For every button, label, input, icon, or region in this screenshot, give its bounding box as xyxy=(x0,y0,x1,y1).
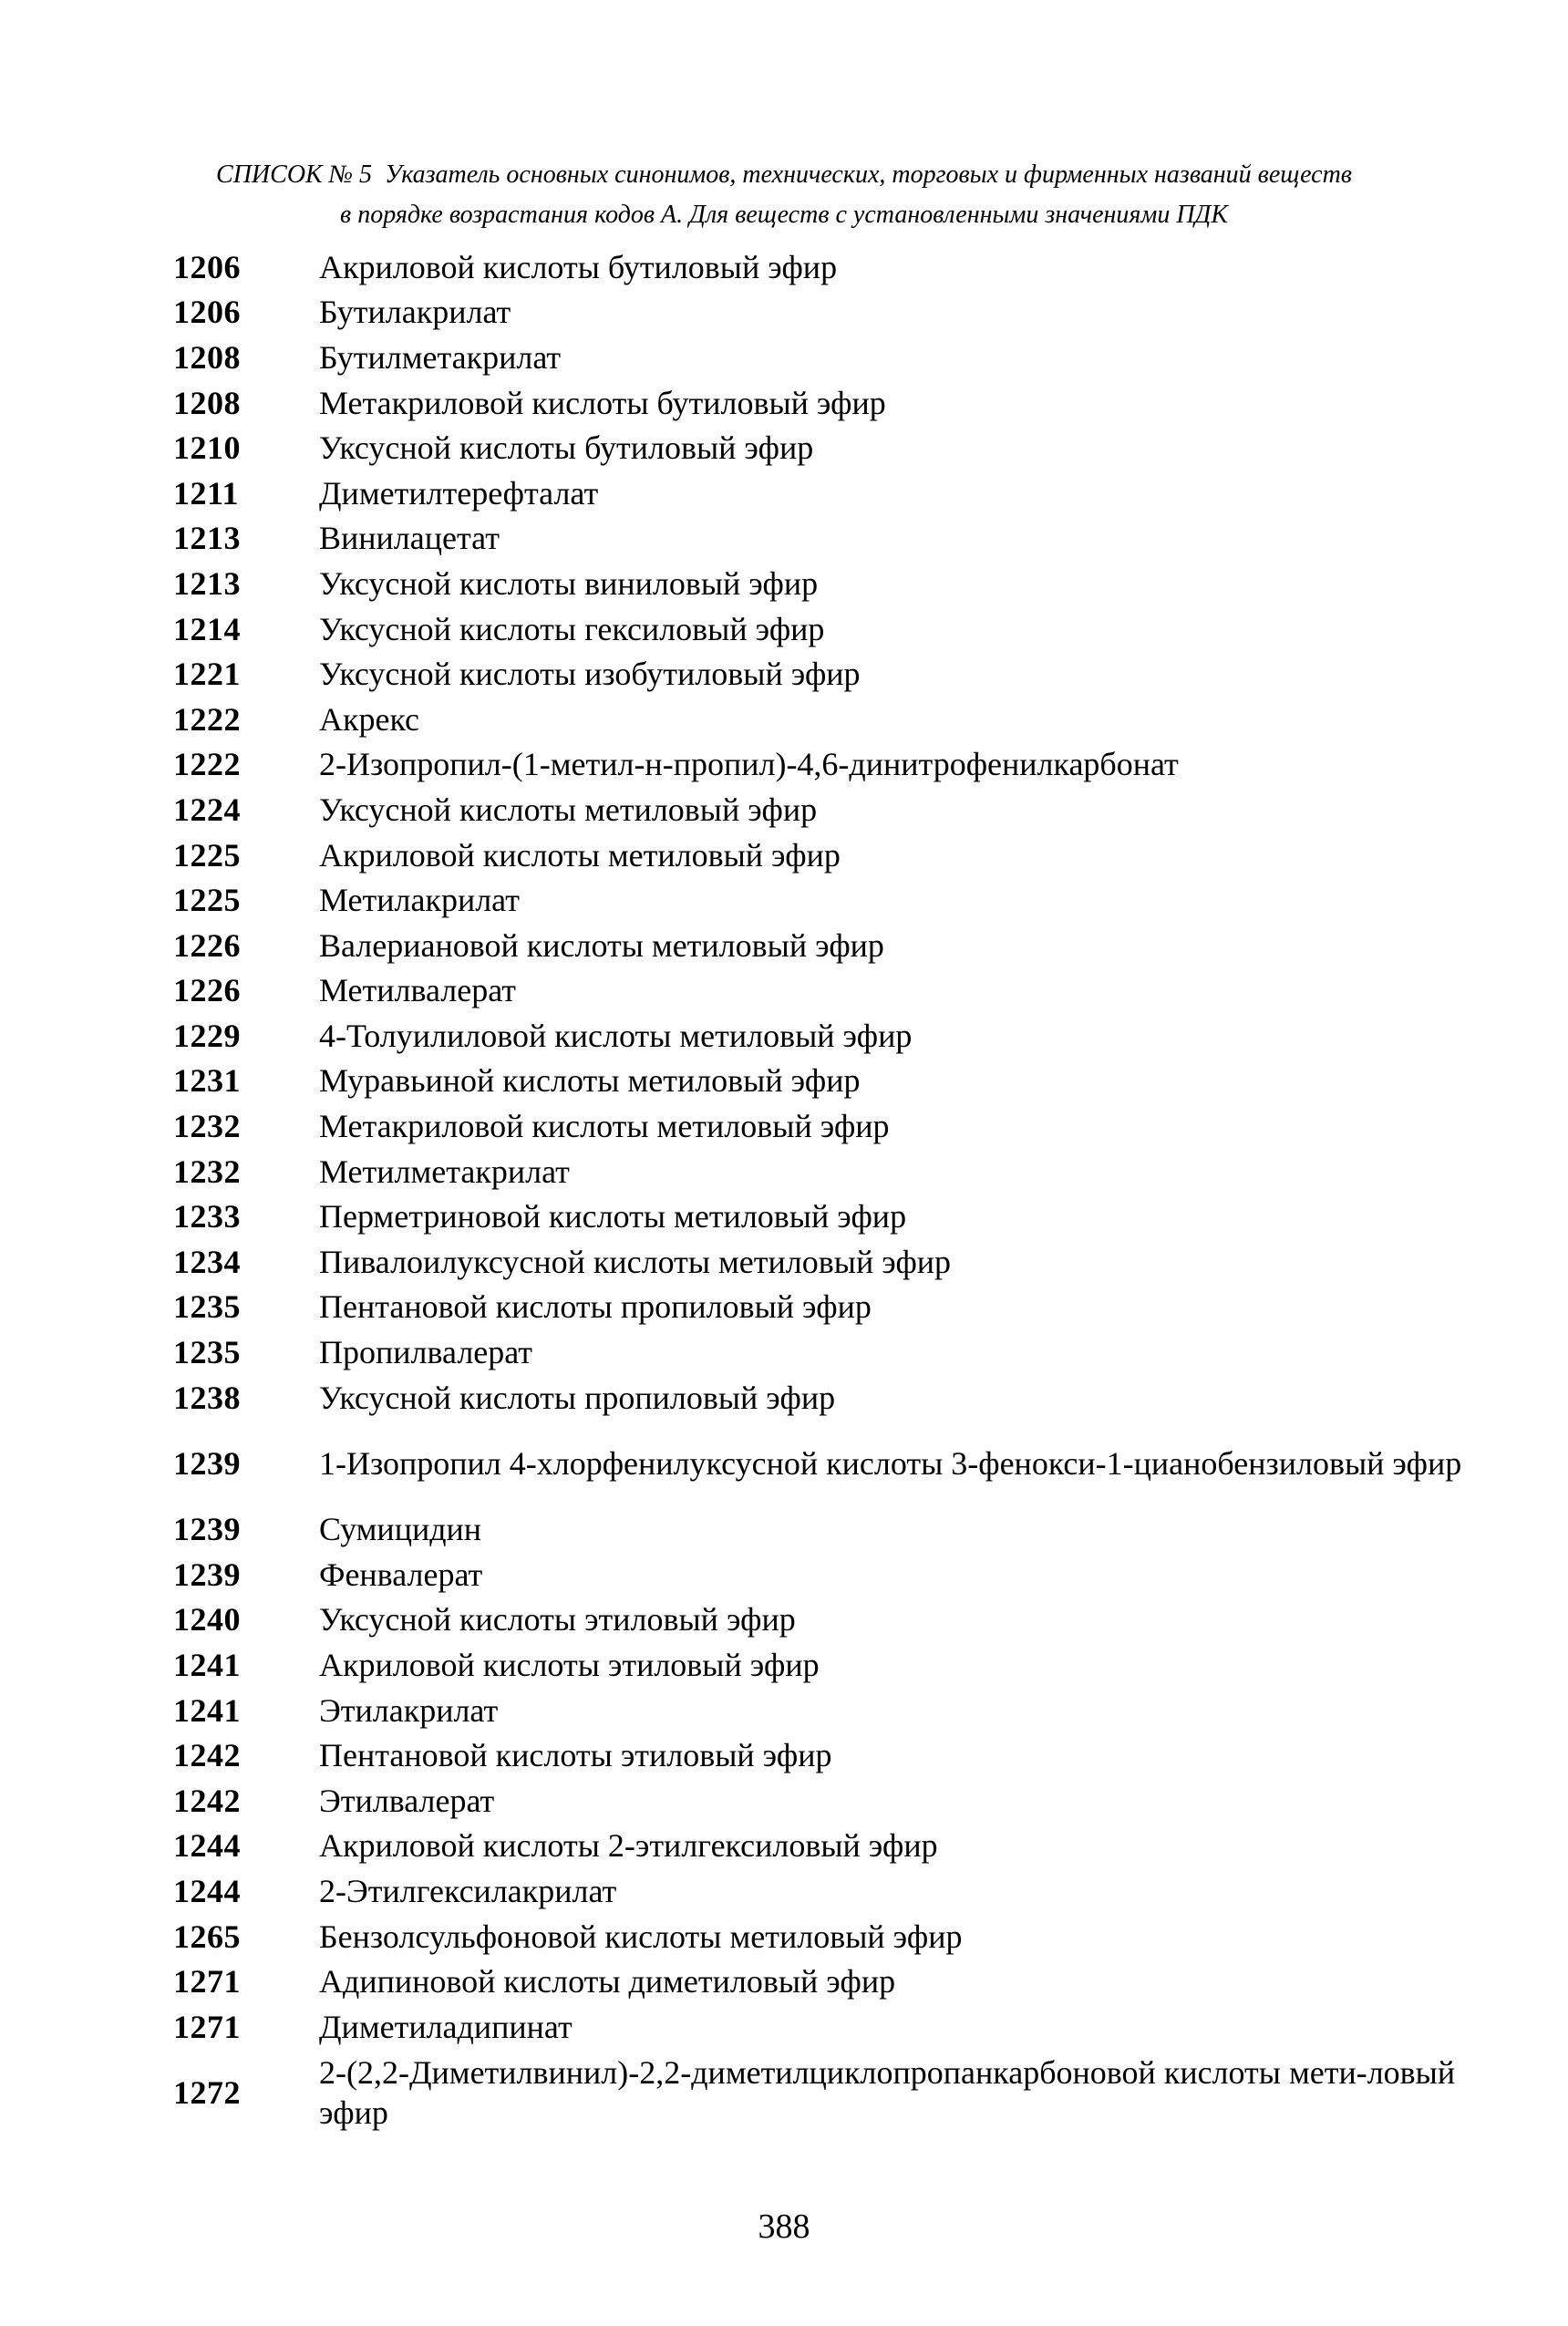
synonym-list xyxy=(173,244,1468,2136)
list-item xyxy=(173,2050,1468,2136)
substance-code: 1213 xyxy=(173,564,241,602)
list-item xyxy=(173,923,1468,968)
substance-code: 1241 xyxy=(173,1647,241,1684)
substance-name: Диметиладипинат xyxy=(319,2008,573,2045)
list-item xyxy=(173,832,1468,878)
substance-code: 1226 xyxy=(173,926,241,964)
substance-name: Муравьиной кислоты метиловый эфир xyxy=(319,1062,861,1100)
substance-name: Этилакрилат xyxy=(319,1691,499,1729)
page-header xyxy=(0,155,1568,235)
list-item xyxy=(173,425,1468,470)
substance-code: 1224 xyxy=(173,791,241,828)
list-item xyxy=(173,1824,1468,1869)
substance-code: 1229 xyxy=(173,1017,241,1054)
list-item xyxy=(173,1420,1468,1506)
substance-code: 1213 xyxy=(173,520,241,557)
substance-code: 1265 xyxy=(173,1918,241,1955)
substance-code: 1241 xyxy=(173,1691,241,1729)
list-item xyxy=(173,290,1468,336)
substance-code: 1225 xyxy=(173,882,241,919)
substance-code: 1222 xyxy=(173,700,241,738)
substance-name: Уксусной кислоты изобутиловый эфир xyxy=(319,656,861,693)
substance-name: Пропилвалерат xyxy=(319,1334,533,1371)
substance-code: 1240 xyxy=(173,1601,241,1639)
substance-code: 1233 xyxy=(173,1198,241,1235)
list-item xyxy=(173,1642,1468,1688)
substance-name: 4-Толуилиловой кислоты метиловый эфир xyxy=(319,1017,913,1054)
substance-code: 1208 xyxy=(173,384,241,421)
list-item xyxy=(173,1149,1468,1194)
substance-code: 1222 xyxy=(173,746,241,783)
list-item xyxy=(173,335,1468,380)
substance-code: 1210 xyxy=(173,429,241,467)
substance-name: Метакриловой кислоты бутиловый эфир xyxy=(319,384,886,421)
substance-name: Перметриновой кислоты метиловый эфир xyxy=(319,1198,907,1235)
list-item xyxy=(173,651,1468,697)
list-item xyxy=(173,561,1468,606)
list-item xyxy=(173,1375,1468,1421)
list-item xyxy=(173,1914,1468,1959)
substance-code: 1244 xyxy=(173,1827,241,1865)
list-item xyxy=(173,968,1468,1014)
substance-name: Бутилакрилат xyxy=(319,294,511,331)
substance-name: Винилацетат xyxy=(319,520,500,557)
list-item xyxy=(173,1013,1468,1059)
substance-code: 1232 xyxy=(173,1153,241,1190)
substance-code: 1225 xyxy=(173,836,241,874)
list-item xyxy=(173,1329,1468,1375)
list-item xyxy=(173,1688,1468,1733)
substance-name: Сумицидин xyxy=(319,1511,482,1548)
substance-name: Уксусной кислоты виниловый эфир xyxy=(319,564,819,602)
substance-name: Уксусной кислоты бутиловый эфир xyxy=(319,429,814,467)
substance-name: Акриловой кислоты 2-этилгексиловый эфир xyxy=(319,1827,938,1865)
substance-name: Уксусной кислоты метиловый эфир xyxy=(319,791,818,828)
substance-code: 1221 xyxy=(173,656,241,693)
header-title-line1: Указатель основных синонимов, технических, торговых и фирменных названий веществ xyxy=(385,160,1352,189)
list-item xyxy=(173,877,1468,923)
page-number: 388 xyxy=(758,2207,810,2246)
list-item xyxy=(173,470,1468,516)
list-item xyxy=(173,1868,1468,1914)
substance-name: Этилвалерат xyxy=(319,1782,495,1819)
substance-name: Акрекс xyxy=(319,700,420,738)
substance-name: Уксусной кислоты этиловый эфир xyxy=(319,1601,796,1639)
substance-name: Уксусной кислоты гексиловый эфир xyxy=(319,610,825,647)
substance-code: 1226 xyxy=(173,972,241,1009)
substance-code: 1242 xyxy=(173,1782,241,1819)
list-item xyxy=(173,1059,1468,1104)
header-title-line2: в порядке возрастания кодов А. Для веществ с установленными значениями ПДК xyxy=(340,201,1228,229)
substance-code: 1235 xyxy=(173,1288,241,1326)
substance-name: Метилвалерат xyxy=(319,972,517,1009)
substance-name: Акриловой кислоты бутиловый эфир xyxy=(319,248,838,285)
list-item xyxy=(173,697,1468,742)
list-item xyxy=(173,380,1468,426)
substance-code: 1206 xyxy=(173,294,241,331)
list-item xyxy=(173,787,1468,832)
substance-code: 1232 xyxy=(173,1108,241,1145)
substance-code: 1234 xyxy=(173,1243,241,1280)
substance-code: 1271 xyxy=(173,2008,241,2045)
substance-name: Пентановой кислоты пропиловый эфир xyxy=(319,1288,872,1326)
list-item xyxy=(173,742,1468,788)
substance-name: Фенвалерат xyxy=(319,1556,483,1593)
list-item xyxy=(173,1959,1468,2004)
substance-name: Акриловой кислоты этиловый эфир xyxy=(319,1647,820,1684)
list-item xyxy=(173,1239,1468,1285)
substance-name: Валериановой кислоты метиловый эфир xyxy=(319,926,884,964)
list-item xyxy=(173,1194,1468,1239)
substance-name: Метилметакрилат xyxy=(319,1153,570,1190)
substance-name: 2-Этилгексилакрилат xyxy=(319,1872,617,1909)
list-item xyxy=(173,1285,1468,1330)
substance-name: Метилакрилат xyxy=(319,882,520,919)
substance-name: Пивалоилуксусной кислоты метиловый эфир xyxy=(319,1243,952,1280)
substance-name: 2-Изопропил-(1-метил-н-пропил)-4,6-динитрофенилкарбонат xyxy=(319,746,1179,783)
substance-code: 1238 xyxy=(173,1379,241,1416)
list-item xyxy=(173,606,1468,652)
list-item xyxy=(173,1732,1468,1778)
list-item xyxy=(173,1103,1468,1149)
list-item xyxy=(173,1597,1468,1643)
list-item xyxy=(173,2004,1468,2050)
substance-code: 1206 xyxy=(173,248,241,285)
substance-code: 1244 xyxy=(173,1872,241,1909)
substance-code: 1239 xyxy=(173,1511,241,1548)
substance-name: Метакриловой кислоты метиловый эфир xyxy=(319,1108,890,1145)
substance-name: Бутилметакрилат xyxy=(319,338,562,376)
substance-name: 2-(2,2-Диметилвинил)-2,2-диметилциклопропанкарбоновой кислоты мети-ловый эфир xyxy=(319,2054,1456,2132)
substance-name: 1-Изопропил 4-хлорфенилуксусной кислоты 3-фенокси-1-цианобензиловый эфир xyxy=(319,1444,1462,1482)
substance-name: Адипиновой кислоты диметиловый эфир xyxy=(319,1963,896,2000)
substance-code: 1231 xyxy=(173,1062,241,1100)
list-item xyxy=(173,1506,1468,1552)
substance-name: Пентановой кислоты этиловый эфир xyxy=(319,1737,832,1774)
substance-code: 1271 xyxy=(173,1963,241,2000)
list-item xyxy=(173,516,1468,562)
list-item xyxy=(173,244,1468,290)
substance-code: 1214 xyxy=(173,610,241,647)
substance-code: 1242 xyxy=(173,1737,241,1774)
list-item xyxy=(173,1778,1468,1824)
substance-name: Акриловой кислоты метиловый эфир xyxy=(319,836,841,874)
substance-name: Диметилтерефталат xyxy=(319,474,599,512)
substance-name: Бензолсульфоновой кислоты метиловый эфир xyxy=(319,1918,963,1955)
substance-name: Уксусной кислоты пропиловый эфир xyxy=(319,1379,836,1416)
substance-code: 1208 xyxy=(173,338,241,376)
substance-code: 1239 xyxy=(173,1556,241,1593)
substance-code: 1211 xyxy=(173,474,240,512)
substance-code: 1235 xyxy=(173,1334,241,1371)
substance-code: 1272 xyxy=(173,2074,241,2112)
substance-code: 1239 xyxy=(173,1444,241,1482)
list-label: СПИСОК № 5 xyxy=(216,160,373,189)
list-item xyxy=(173,1552,1468,1597)
